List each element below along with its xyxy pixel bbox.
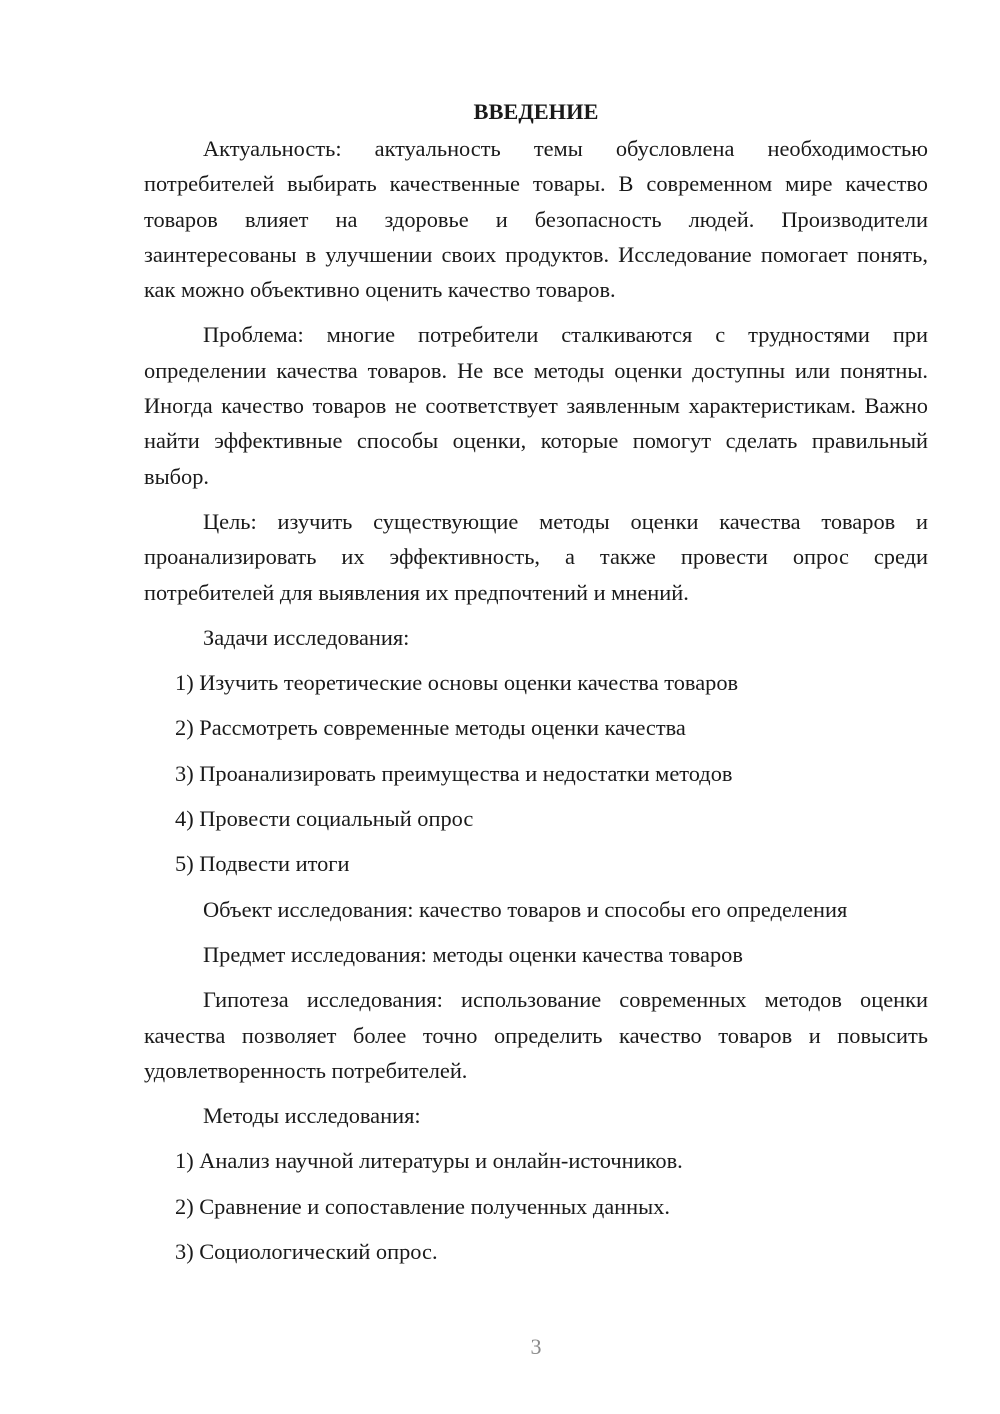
research-object: Объект исследования: качество товаров и способы его определения [203, 896, 848, 922]
paragraph-problem: Проблема: многие потребители сталкиваются с трудностями при определении качества товаров. Не все методы оценки доступны или понятны. Иногда качество товаров не соответствует заявленным характеристикам. Важно найти эффективные способы оценки, которые помогут сделать правильный выбор. [144, 322, 928, 489]
page-content [144, 94, 928, 1269]
task-item: 1) Изучить теоретические основы оценки качества товаров [175, 670, 739, 696]
methods-heading: Методы исследования: [203, 1103, 421, 1129]
paragraph-goal: Цель: изучить существующие методы оценки качества товаров и проанализировать их эффективность, а также провести опрос среди потребителей для выявления их предпочтений и мнений. [144, 508, 928, 605]
task-item: 4) Провести социальный опрос [175, 806, 474, 832]
task-item: 3) Проанализировать преимущества и недостатки методов [175, 760, 733, 786]
research-subject: Предмет исследования: методы оценки качества товаров [203, 941, 743, 967]
method-item: 1) Анализ научной литературы и онлайн-источников. [175, 1148, 683, 1174]
paragraph-relevance: Актуальность: актуальность темы обусловлена необходимостью потребителей выбирать качественные товары. В современном мире качество товаров влияет на здоровье и безопасность людей. Производители заинтересованы в улучшении своих продуктов. Исследование помогает понять, как можно объективно оценить качество товаров. [144, 136, 928, 303]
task-item: 2) Рассмотреть современные методы оценки качества [175, 715, 686, 741]
section-title: ВВЕДЕНИЕ [473, 99, 599, 124]
page-number: 3 [530, 1334, 542, 1359]
method-item: 3) Социологический опрос. [175, 1239, 438, 1265]
task-item: 5) Подвести итоги [175, 851, 350, 877]
paragraph-hypothesis: Гипотеза исследования: использование современных методов оценки качества позволяет более точно определить качество товаров и повысить удовлетворенность потребителей. [144, 987, 928, 1083]
method-item: 2) Сравнение и сопоставление полученных данных. [175, 1193, 670, 1219]
tasks-heading: Задачи исследования: [203, 624, 410, 650]
